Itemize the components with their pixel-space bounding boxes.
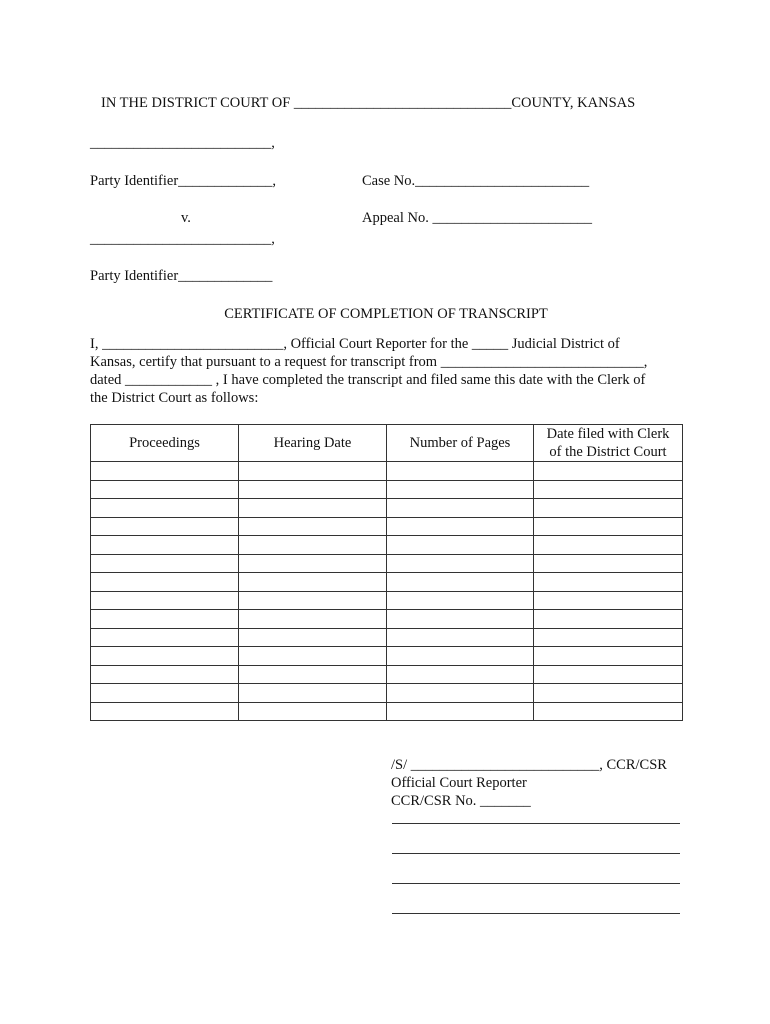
table-cell[interactable] xyxy=(387,499,534,518)
table-cell[interactable] xyxy=(239,684,387,703)
table-row xyxy=(91,536,683,555)
table-row xyxy=(91,499,683,518)
table-cell[interactable] xyxy=(239,499,387,518)
table-cell[interactable] xyxy=(387,573,534,592)
address-line[interactable] xyxy=(392,853,680,854)
table-cell[interactable] xyxy=(91,573,239,592)
certificate-body-line-3[interactable]: dated ____________ , I have completed the transcript and filed same this date with the Clerk of xyxy=(90,372,646,388)
address-line[interactable] xyxy=(392,823,680,824)
table-cell[interactable] xyxy=(91,480,239,499)
table-cell[interactable] xyxy=(387,517,534,536)
table-cell[interactable] xyxy=(239,647,387,666)
table-cell[interactable] xyxy=(239,462,387,481)
table-cell[interactable] xyxy=(387,462,534,481)
column-header-proceedings xyxy=(91,425,239,462)
table-cell[interactable] xyxy=(387,628,534,647)
table-cell[interactable] xyxy=(239,554,387,573)
table-cell[interactable] xyxy=(387,591,534,610)
table-cell[interactable] xyxy=(91,591,239,610)
versus-label: v. xyxy=(181,210,191,226)
transcript-table xyxy=(90,424,683,721)
certificate-body-line-1[interactable]: I, _________________________, Official Court Reporter for the _____ Judicial District of xyxy=(90,336,620,352)
table-cell[interactable] xyxy=(534,610,683,629)
table-cell[interactable] xyxy=(91,665,239,684)
table-header-row xyxy=(91,425,683,462)
table-row xyxy=(91,462,683,481)
column-header-line: Hearing Date xyxy=(273,435,352,451)
table-cell[interactable] xyxy=(387,665,534,684)
table-cell[interactable] xyxy=(239,480,387,499)
table-cell[interactable] xyxy=(91,462,239,481)
table-cell[interactable] xyxy=(91,517,239,536)
table-row xyxy=(91,573,683,592)
table-cell[interactable] xyxy=(534,665,683,684)
table-row xyxy=(91,554,683,573)
table-cell[interactable] xyxy=(91,554,239,573)
table-cell[interactable] xyxy=(534,462,683,481)
appeal-number-field[interactable]: Appeal No. ______________________ xyxy=(362,210,592,226)
table-cell[interactable] xyxy=(91,610,239,629)
table-cell[interactable] xyxy=(387,684,534,703)
table-row xyxy=(91,684,683,703)
table-cell[interactable] xyxy=(387,702,534,721)
table-cell[interactable] xyxy=(91,702,239,721)
ccr-csr-number-field[interactable]: CCR/CSR No. _______ xyxy=(391,793,531,809)
table-body xyxy=(91,462,683,721)
table-cell[interactable] xyxy=(534,499,683,518)
party2-identifier[interactable]: Party Identifier_____________ xyxy=(90,268,273,284)
table-cell[interactable] xyxy=(91,499,239,518)
column-header-line: of the District Court xyxy=(549,444,667,460)
table-row xyxy=(91,591,683,610)
table-row xyxy=(91,702,683,721)
column-header-line: Date filed with Clerk xyxy=(546,426,670,442)
case-number-field[interactable]: Case No.________________________ xyxy=(362,173,590,189)
table-row xyxy=(91,517,683,536)
party1-name-blank[interactable]: _________________________, xyxy=(90,135,275,151)
table-cell[interactable] xyxy=(239,591,387,610)
table-cell[interactable] xyxy=(239,517,387,536)
column-header-number-of-pages xyxy=(387,425,534,462)
table-cell[interactable] xyxy=(239,628,387,647)
certificate-title: CERTIFICATE OF COMPLETION OF TRANSCRIPT xyxy=(224,306,548,322)
table-cell[interactable] xyxy=(91,684,239,703)
signature-line[interactable]: /S/ __________________________, CCR/CSR xyxy=(391,757,667,773)
table-cell[interactable] xyxy=(239,665,387,684)
table-cell[interactable] xyxy=(387,647,534,666)
table-cell[interactable] xyxy=(387,480,534,499)
table-cell[interactable] xyxy=(534,684,683,703)
table-cell[interactable] xyxy=(534,573,683,592)
column-header-line: Proceedings xyxy=(129,435,200,451)
address-line[interactable] xyxy=(392,883,680,884)
column-header-line: Number of Pages xyxy=(409,435,511,451)
court-line: IN THE DISTRICT COURT OF ______________________________COUNTY, KANSAS xyxy=(101,95,636,111)
table-cell[interactable] xyxy=(534,480,683,499)
signature-title: Official Court Reporter xyxy=(391,775,527,791)
table-cell[interactable] xyxy=(239,573,387,592)
table-cell[interactable] xyxy=(239,610,387,629)
table-row xyxy=(91,480,683,499)
table-row xyxy=(91,665,683,684)
address-line[interactable] xyxy=(392,913,680,914)
table-cell[interactable] xyxy=(91,536,239,555)
column-header-hearing-date xyxy=(239,425,387,462)
certificate-body-line-2[interactable]: Kansas, certify that pursuant to a request for transcript from ____________________________, xyxy=(90,354,648,370)
table-cell[interactable] xyxy=(91,628,239,647)
table-cell[interactable] xyxy=(534,554,683,573)
column-header-date-filed xyxy=(534,425,683,462)
table-cell[interactable] xyxy=(239,702,387,721)
table-cell[interactable] xyxy=(534,536,683,555)
party1-identifier[interactable]: Party Identifier_____________, xyxy=(90,173,277,189)
table-cell[interactable] xyxy=(534,628,683,647)
table-row xyxy=(91,628,683,647)
table-cell[interactable] xyxy=(534,647,683,666)
table-cell[interactable] xyxy=(387,610,534,629)
table-cell[interactable] xyxy=(387,554,534,573)
table-cell[interactable] xyxy=(239,536,387,555)
table-cell[interactable] xyxy=(534,591,683,610)
party2-name-blank[interactable]: _________________________, xyxy=(90,231,275,247)
table-cell[interactable] xyxy=(91,647,239,666)
table-cell[interactable] xyxy=(534,517,683,536)
table-cell[interactable] xyxy=(387,536,534,555)
table-row xyxy=(91,610,683,629)
certificate-body-line-4: the District Court as follows: xyxy=(90,390,259,406)
table-row xyxy=(91,647,683,666)
table-cell[interactable] xyxy=(534,702,683,721)
